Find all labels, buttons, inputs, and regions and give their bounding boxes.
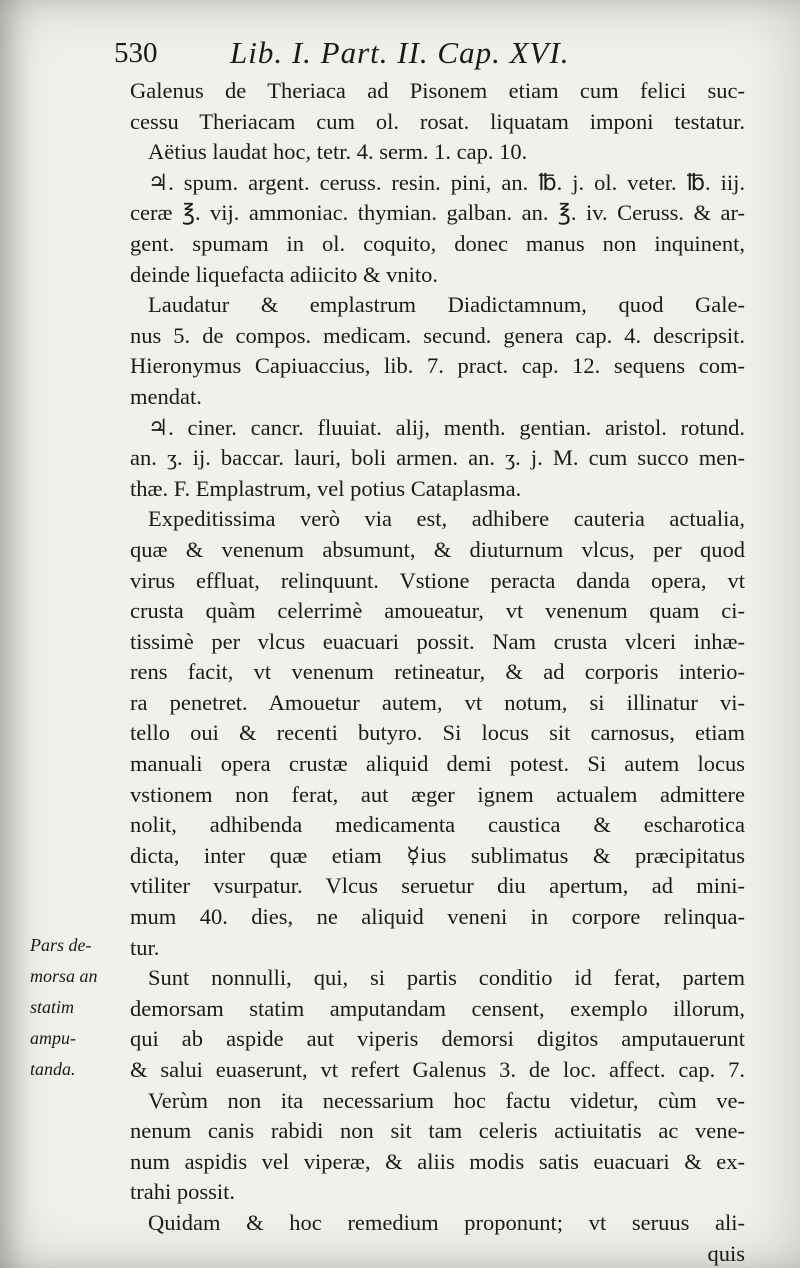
text-line: tello oui & recenti butyro. Si locus sit carnosus, etiam xyxy=(130,720,745,746)
recipe-line: an. ʒ. ij. baccar. lauri, boli armen. an. ʒ. j. M. cum succo men- xyxy=(130,445,745,471)
text-line: Quidam & hoc remedium proponunt; vt seruus ali- xyxy=(148,1209,745,1235)
margin-note-line: Pars de- xyxy=(30,935,92,955)
text-line: nus 5. de compos. medicam. secund. genera cap. 4. descripsit. xyxy=(130,322,745,348)
running-head: Lib. I. Part. II. Cap. XVI. xyxy=(230,35,570,70)
text-line: quæ & venenum absumunt, & diuturnum vlcus, per quod xyxy=(130,536,745,562)
text-line: demorsam statim amputandam censent, exemplo illorum, xyxy=(130,995,745,1021)
text-line: mum 40. dies, ne aliquid veneni in corpore relinqua- xyxy=(130,904,745,930)
text-line: vtiliter vsurpatur. Vlcus seruetur diu apertum, ad mini- xyxy=(130,873,745,899)
body-text xyxy=(130,76,745,1268)
text-line: num aspidis vel viperæ, & aliis modis satis euacuari & ex- xyxy=(130,1148,745,1174)
margin-note-line: tanda. xyxy=(30,1059,76,1079)
page-header xyxy=(110,30,750,76)
text-line: thæ. F. Emplastrum, vel potius Cataplasma. xyxy=(130,475,522,501)
text-line: qui ab aspide aut viperis demorsi digitos amputauerunt xyxy=(130,1026,745,1052)
margin-note-line: morsa an xyxy=(30,966,98,986)
text-line: ra penetret. Amouetur autem, vt notum, si illinatur vi- xyxy=(130,689,745,715)
margin-note-line: statim xyxy=(30,997,75,1017)
text-line: trahi possit. xyxy=(130,1179,235,1205)
text-line: rens facit, vt venenum retineatur, & ad corporis interio- xyxy=(130,659,745,685)
text-line: deinde liquefacta adiicito & vnito. xyxy=(130,261,439,287)
text-line: tur. xyxy=(130,934,160,960)
text-line: Sunt nonnulli, qui, si partis conditio id ferat, partem xyxy=(148,965,745,991)
text-line: Hieronymus Capiuaccius, lib. 7. pract. cap. 12. sequens com- xyxy=(130,353,745,379)
recipe-line: ♃. ciner. cancr. fluuiat. alij, menth. gentian. aristol. rotund. xyxy=(148,414,745,440)
catchword: quis xyxy=(707,1240,745,1266)
text-line: Expeditissima verò via est, adhibere cauteria actualia, xyxy=(148,506,745,532)
text-line: & salui euaserunt, vt refert Galenus 3. de loc. affect. cap. 7. xyxy=(130,1057,745,1082)
text-line: gent. spumam in ol. coquito, donec manus non inquinent, xyxy=(130,230,745,256)
margin-note xyxy=(30,930,125,1085)
recipe-line: ceræ ℥. vij. ammoniac. thymian. galban. an. ℥. iv. Ceruss. & ar- xyxy=(130,200,745,226)
text-line: tissimè per vlcus euacuari possit. Nam crusta vlceri inhæ- xyxy=(130,628,745,654)
page-number: 530 xyxy=(114,37,158,69)
text-line: nenum canis rabidi non sit tam celeris actiuitatis ac vene- xyxy=(130,1118,745,1144)
recipe-line: ♃. spum. argent. ceruss. resin. pini, an. ℔. j. ol. veter. ℔. iij. xyxy=(148,169,745,195)
text-line: cessu Theriacam cum ol. rosat. liquatam imponi testatur. xyxy=(130,108,745,134)
text-line: virus effluat, relinquunt. Vstione peracta danda opera, vt xyxy=(130,567,745,593)
text-line: crusta quàm celerrimè amoueatur, vt venenum quam ci- xyxy=(130,598,745,624)
text-line: vstionem non ferat, aut æger ignem actualem admittere xyxy=(130,781,745,807)
text-line: Verùm non ita necessarium hoc factu videtur, cùm ve- xyxy=(148,1087,745,1113)
text-line: Aëtius laudat hoc, tetr. 4. serm. 1. cap. 10. xyxy=(148,139,528,165)
text-line: manuali opera crustæ aliquid demi potest. Si autem locus xyxy=(130,751,745,777)
text-line: Laudatur & emplastrum Diadictamnum, quod Gale- xyxy=(148,292,745,318)
margin-note-line: ampu- xyxy=(30,1028,76,1048)
text-line: mendat. xyxy=(130,383,202,409)
text-line: dicta, inter quæ etiam ☿ius sublimatus & præcipitatus xyxy=(130,842,745,868)
text-line: Galenus de Theriaca ad Pisonem etiam cum felici suc- xyxy=(130,78,745,103)
text-line: nolit, adhibenda medicamenta caustica & escharotica xyxy=(130,812,745,838)
